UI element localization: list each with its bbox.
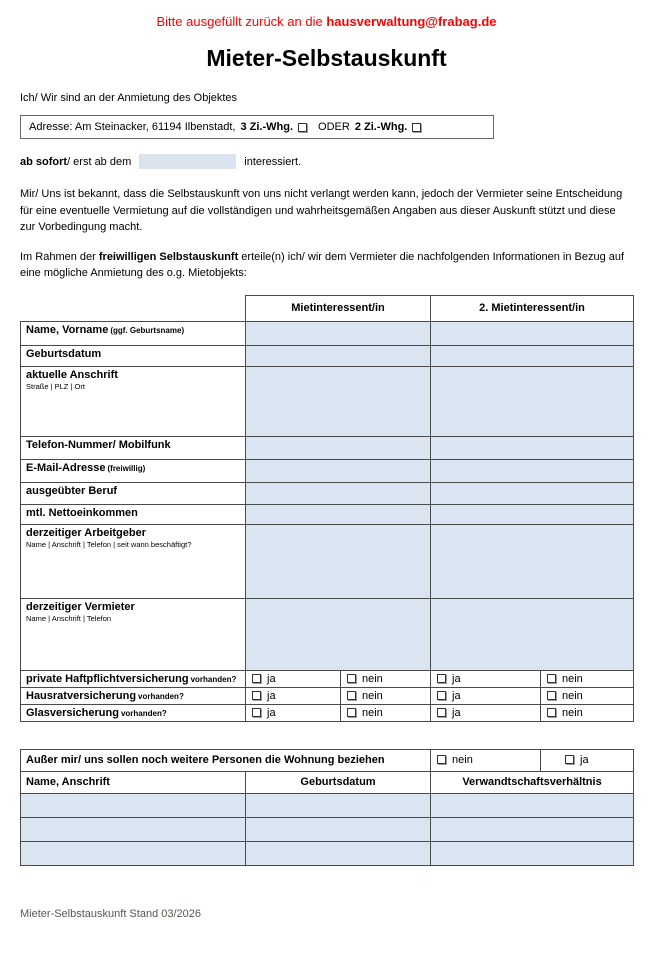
apartment-2-checkbox[interactable] [412, 123, 421, 132]
person-row3-name[interactable] [21, 841, 246, 865]
row-label-vermieter: derzeitiger Vermieter [26, 600, 135, 613]
cell-beruf-applicant1[interactable] [246, 482, 431, 504]
nein-label: nein [452, 754, 473, 766]
persons-col-name: Name, Anschrift [21, 771, 246, 793]
ja-label: ja [267, 689, 276, 702]
oder-label: ODER [318, 121, 350, 133]
table-row [21, 598, 634, 670]
apartment-2-label: 2 Zi.-Whg. [354, 121, 408, 133]
self-disclosure-table [20, 295, 634, 722]
table-corner [21, 295, 246, 321]
cell-einkommen-applicant2[interactable] [431, 504, 634, 524]
row-label-glas: Glasversicherung [26, 706, 119, 719]
cell-name-applicant1[interactable] [246, 321, 431, 345]
document-version-footer: Mieter-Selbstauskunft Stand 03/2026 [20, 907, 202, 920]
cell-vermieter-applicant1[interactable] [246, 598, 431, 670]
persons-col-geburtsdatum: Geburtsdatum [246, 771, 431, 793]
ja-label: ja [452, 672, 461, 685]
ja-label: ja [267, 706, 276, 719]
table-row [21, 482, 634, 504]
nein-label: nein [562, 689, 583, 702]
paragraph-voluntary-prefix: Im Rahmen der [20, 250, 99, 263]
table-row [21, 793, 634, 817]
table-row [21, 817, 634, 841]
table-row [21, 366, 634, 436]
ab-sofort-line [20, 154, 633, 169]
persons-col-verwandtschaft: Verwandtschaftsverhältnis [431, 771, 634, 793]
table-row [21, 459, 634, 482]
table-row [21, 687, 634, 704]
person-row1-geburtsdatum[interactable] [246, 793, 431, 817]
table-row [21, 749, 634, 771]
haftpflicht-a2-ja-checkbox[interactable] [437, 674, 446, 683]
cell-beruf-applicant2[interactable] [431, 482, 634, 504]
row-note-haftpflicht: vorhanden? [190, 674, 237, 684]
row-label-geburtsdatum: Geburtsdatum [26, 347, 102, 360]
persons-ja-checkbox[interactable] [565, 755, 574, 764]
ab-sofort-label: ab sofort [20, 155, 68, 168]
paragraph-voluntary [20, 249, 633, 282]
table-row [21, 321, 634, 345]
cell-arbeitgeber-applicant2[interactable] [431, 524, 634, 598]
row-label-name: Name, Vorname [26, 323, 109, 336]
intro-line: Ich/ Wir sind an der Anmietung des Objektes [20, 92, 238, 104]
person-row2-name[interactable] [21, 817, 246, 841]
haftpflicht-a1-nein-checkbox[interactable] [347, 674, 356, 683]
person-row2-geburtsdatum[interactable] [246, 817, 431, 841]
nein-label: nein [562, 706, 583, 719]
row-label-arbeitgeber: derzeitiger Arbeitgeber [26, 526, 147, 539]
person-row3-verwandtschaft[interactable] [431, 841, 634, 865]
glas-a2-ja-checkbox[interactable] [437, 708, 446, 717]
person-row1-verwandtschaft[interactable] [431, 793, 634, 817]
cell-einkommen-applicant1[interactable] [246, 504, 431, 524]
hausrat-a2-ja-checkbox[interactable] [437, 691, 446, 700]
cell-vermieter-applicant2[interactable] [431, 598, 634, 670]
hausrat-a1-ja-checkbox[interactable] [252, 691, 261, 700]
column-header-applicant1: Mietinteressent/in [246, 295, 431, 321]
cell-name-applicant2[interactable] [431, 321, 634, 345]
table-row [21, 841, 634, 865]
table-row [21, 670, 634, 687]
row-label-haftpflicht: private Haftpflichtversicherung [26, 672, 189, 685]
row-label-telefon: Telefon-Nummer/ Mobilfunk [26, 438, 171, 451]
haftpflicht-a2-nein-checkbox[interactable] [547, 674, 556, 683]
additional-persons-heading: Außer mir/ uns sollen noch weitere Personen die Wohnung beziehen [21, 749, 431, 771]
cell-anschrift-applicant2[interactable] [431, 366, 634, 436]
hausrat-a2-nein-checkbox[interactable] [547, 691, 556, 700]
nein-label: nein [362, 672, 383, 685]
cell-telefon-applicant2[interactable] [431, 436, 634, 459]
persons-nein-checkbox[interactable] [437, 755, 446, 764]
ja-label: ja [267, 672, 276, 685]
table-row [21, 436, 634, 459]
erst-ab-label: / erst ab dem [67, 155, 132, 168]
paragraph-disclaimer: Mir/ Uns ist bekannt, dass die Selbstauskunft von uns nicht verlangt werden kann, jedoch der Vermieter seine Entscheidung für eine eventuelle Vermietung auf die vollständigen und wahrheitsgemäßen Angaben aus dieser Auskunft stützt und diese zur Vorbedingung macht. [20, 188, 623, 233]
row-note-name: (ggf. Geburtsname) [110, 325, 185, 335]
nein-label: nein [362, 689, 383, 702]
column-header-applicant2: 2. Mietinteressent/in [431, 295, 634, 321]
interessiert-label: interessiert. [244, 155, 302, 168]
table-row [21, 771, 634, 793]
row-note-hausrat: vorhanden? [138, 691, 184, 701]
return-note [20, 14, 633, 29]
person-row2-verwandtschaft[interactable] [431, 817, 634, 841]
person-row1-name[interactable] [21, 793, 246, 817]
cell-anschrift-applicant1[interactable] [246, 366, 431, 436]
row-label-beruf: ausgeübter Beruf [26, 484, 118, 497]
row-note-email: (freiwillig) [107, 463, 146, 473]
apartment-3-checkbox[interactable] [298, 123, 307, 132]
ja-label: ja [452, 689, 461, 702]
cell-email-applicant1[interactable] [246, 459, 431, 482]
glas-a1-ja-checkbox[interactable] [252, 708, 261, 717]
apartment-3-label: 3 Zi.-Whg. [240, 121, 294, 133]
cell-email-applicant2[interactable] [431, 459, 634, 482]
paragraph-voluntary-bold: freiwilligen Selbstauskunft [98, 250, 239, 263]
nein-label: nein [562, 672, 583, 685]
address-box [20, 115, 494, 139]
ja-label: ja [452, 706, 461, 719]
row-sub-arbeitgeber: Name | Anschrift | Telefon | seit wann beschäftigt? [26, 539, 192, 549]
ja-label: ja [580, 754, 589, 766]
nein-label: nein [362, 706, 383, 719]
cell-geburtsdatum-applicant1[interactable] [246, 345, 431, 366]
cell-geburtsdatum-applicant2[interactable] [431, 345, 634, 366]
row-label-email: E-Mail-Adresse [26, 461, 106, 474]
row-sub-anschrift: Straße | PLZ | Ort [26, 381, 85, 391]
row-label-hausrat: Hausratversicherung [26, 689, 137, 702]
page-title: Mieter-Selbstauskunft [206, 45, 447, 71]
cell-arbeitgeber-applicant1[interactable] [246, 524, 431, 598]
paragraph-voluntary-suffix: erteile(n) ich/ wir dem Vermieter die nachfolgenden Informationen in Bezug auf eine mögliche Anmietung des o.g. Mietobjekts: [20, 250, 625, 279]
table-row [21, 704, 634, 721]
person-row3-geburtsdatum[interactable] [246, 841, 431, 865]
cell-telefon-applicant1[interactable] [246, 436, 431, 459]
hausrat-a1-nein-checkbox[interactable] [347, 691, 356, 700]
table-row [21, 345, 634, 366]
return-email: hausverwaltung@frabag.de [326, 14, 497, 29]
additional-persons-table [20, 749, 634, 866]
table-row [21, 504, 634, 524]
glas-a1-nein-checkbox[interactable] [347, 708, 356, 717]
haftpflicht-a1-ja-checkbox[interactable] [252, 674, 261, 683]
row-label-einkommen: mtl. Nettoeinkommen [26, 506, 138, 519]
row-label-anschrift: aktuelle Anschrift [26, 368, 118, 381]
table-row [21, 524, 634, 598]
glas-a2-nein-checkbox[interactable] [547, 708, 556, 717]
row-sub-vermieter: Name | Anschrift | Telefon [26, 613, 112, 623]
return-note-text: Bitte ausgefüllt zurück an die [156, 14, 327, 29]
date-input[interactable] [139, 154, 236, 169]
row-note-glas: vorhanden? [120, 708, 167, 718]
address-text: Adresse: Am Steinacker, 61194 Ilbenstadt, [29, 121, 236, 133]
